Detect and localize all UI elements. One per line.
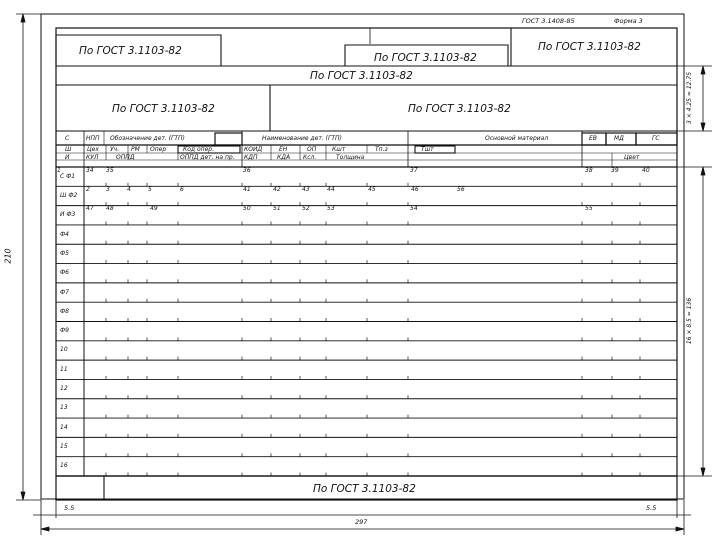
hdr-tpz: Тп.з <box>375 146 388 153</box>
field-number: 54 <box>410 205 418 212</box>
row-label: 16 <box>60 462 68 470</box>
hdr-c: С <box>65 135 70 142</box>
hdr-kul: КУЛ <box>86 154 99 161</box>
row-label: 10 <box>60 346 68 354</box>
hdr-md: МД <box>614 135 624 142</box>
field-number: 34 <box>86 167 94 174</box>
field-number: 37 <box>410 167 418 174</box>
field-number: 2 <box>86 186 90 193</box>
row1-marker: 1 <box>57 167 61 174</box>
hdr-uch: Уч. <box>110 146 120 153</box>
hdr-oppd: ОППД <box>116 154 135 161</box>
stamp-block-right: По ГОСТ 3.1103-82 <box>408 103 511 115</box>
field-number: 53 <box>327 205 335 212</box>
row-label: 15 <box>60 443 68 451</box>
row-label: 12 <box>60 385 68 393</box>
hdr-oper: Опер <box>150 146 167 153</box>
row-label: Ф5 <box>60 249 69 257</box>
row-label: Ф4 <box>60 230 69 238</box>
hdr-op: ОП <box>307 146 317 153</box>
field-number: 45 <box>368 186 376 193</box>
dim-top-block: 3 × 4.25 = 12.75 <box>686 71 694 125</box>
hdr-kshm: Кшт <box>332 146 346 153</box>
field-number: 51 <box>273 205 281 212</box>
hdr-sh: Ш <box>65 146 72 153</box>
dim-margin-right: 5.5 <box>646 504 657 512</box>
dim-height-total: 210 <box>3 248 13 264</box>
stamp-band: По ГОСТ 3.1103-82 <box>310 70 413 82</box>
field-number: 35 <box>106 167 114 174</box>
standard-number: ГОСТ 3.1408-85 <box>522 17 575 25</box>
field-number: 38 <box>585 167 593 174</box>
hdr-kdp: КДП <box>244 154 258 161</box>
field-number: 40 <box>642 167 650 174</box>
hdr-ev: ЕВ <box>589 135 597 142</box>
stamp-top-left: По ГОСТ 3.1103-82 <box>79 45 182 57</box>
form-number: Форма 3 <box>614 17 643 25</box>
dim-width-total: 297 <box>355 518 368 526</box>
hdr-kod: КОИД <box>244 146 263 153</box>
hdr-ts: ГС <box>652 135 660 142</box>
field-number: 52 <box>302 205 310 212</box>
field-number: 5 <box>148 186 152 193</box>
hdr-ksl: Ксл. <box>303 154 317 161</box>
field-number: 46 <box>411 186 419 193</box>
stamp-top-mid: По ГОСТ 3.1103-82 <box>374 52 477 64</box>
field-number: 6 <box>180 186 184 193</box>
field-number: 42 <box>273 186 281 193</box>
stamp-bottom: По ГОСТ 3.1103-82 <box>313 483 416 495</box>
hdr-color: Цвет <box>624 154 640 161</box>
field-number: 36 <box>243 167 251 174</box>
frame <box>41 14 684 500</box>
hdr-thickness: Толщина <box>336 154 365 161</box>
hdr-kda: КДА <box>277 154 291 161</box>
field-number: 55 <box>585 205 593 212</box>
field-number: 44 <box>327 186 335 193</box>
row-label: Ф8 <box>60 307 69 315</box>
row-label: Ф9 <box>60 327 69 335</box>
field-number: 4 <box>127 186 131 193</box>
hdr-material: Основной материал <box>485 135 549 142</box>
row-label: Ш Ф2 <box>60 191 78 199</box>
hdr-kod-oper: Код опер. <box>183 146 214 153</box>
hdr-tsht: Тшт <box>421 146 434 153</box>
footer-grid <box>56 167 677 500</box>
body-grid <box>56 183 677 476</box>
row-label: С Ф1 <box>60 172 76 180</box>
hdr-designation: Обозначение дет. (ГТП) <box>110 135 185 142</box>
hdr-rm: РМ <box>131 146 140 153</box>
field-number: 43 <box>302 186 310 193</box>
field-number: 41 <box>243 186 251 193</box>
stamp-top-right: По ГОСТ 3.1103-82 <box>538 41 641 53</box>
row-label: 13 <box>60 404 68 412</box>
field-number: 3 <box>106 186 110 193</box>
field-number: 48 <box>106 205 114 212</box>
dim-margin-left: 5.5 <box>64 504 75 512</box>
field-number: 47 <box>86 205 94 212</box>
stamp-block-left: По ГОСТ 3.1103-82 <box>112 103 215 115</box>
row-label: И Ф3 <box>60 211 76 219</box>
field-number: 39 <box>611 167 619 174</box>
row-label: Ф6 <box>60 269 69 277</box>
hdr-oppd-det: ОППД дет. на пр. <box>180 154 235 161</box>
field-number: 50 <box>243 205 251 212</box>
dim-body-rows: 16 × 8.5 = 136 <box>686 297 694 345</box>
field-number: 49 <box>150 205 158 212</box>
hdr-tsekh: Цех <box>87 146 99 153</box>
row-label: Ф7 <box>60 288 69 296</box>
row-label: 11 <box>60 365 68 373</box>
hdr-i: И <box>65 154 70 161</box>
hdr-name: Наименование дет. (ГТП) <box>262 135 342 142</box>
hdr-npp: НПП <box>86 135 100 142</box>
hdr-en: ЕН <box>279 146 288 153</box>
row-label: 14 <box>60 423 68 431</box>
field-number: 56 <box>457 186 465 193</box>
